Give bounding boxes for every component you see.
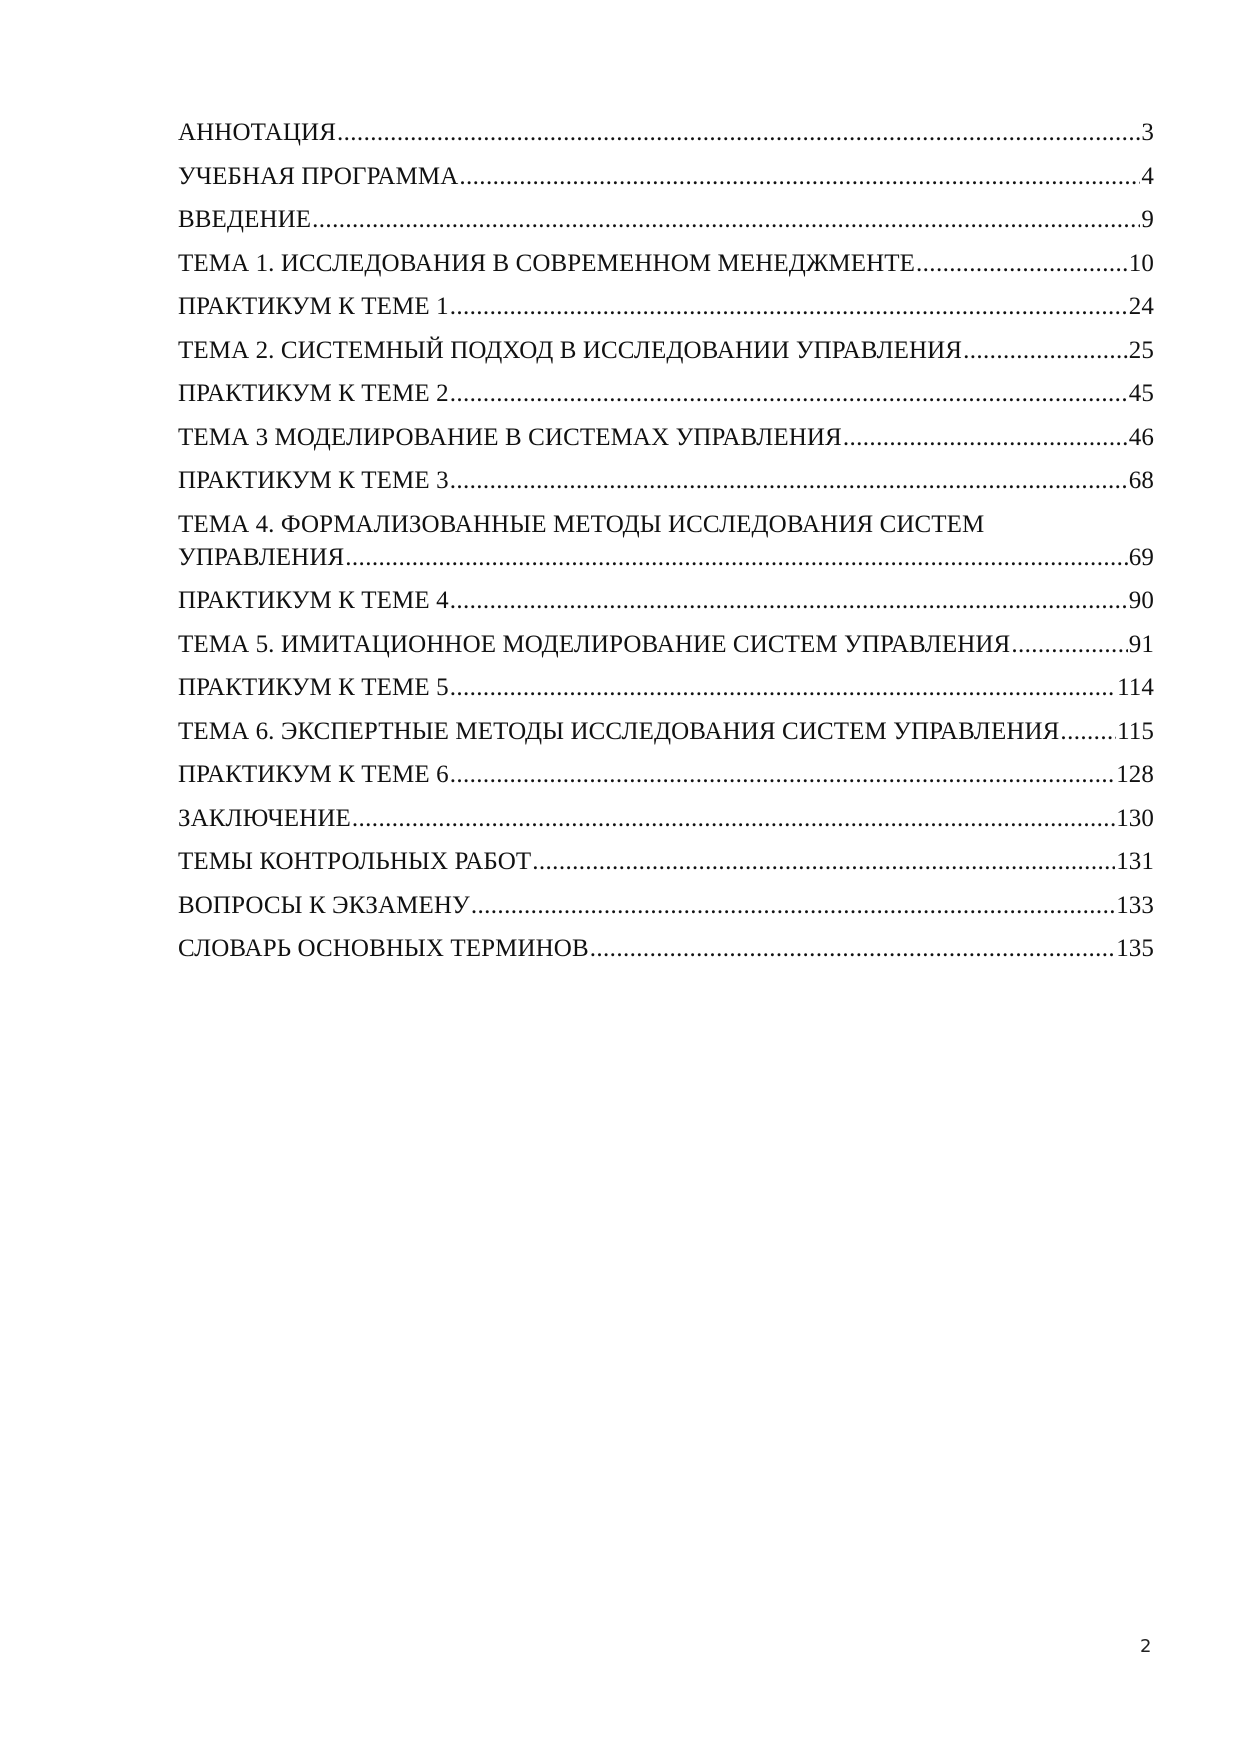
toc-entry-page: 115	[1117, 717, 1154, 745]
toc-entry-page: 68	[1128, 467, 1154, 494]
toc-entry-page: 90	[1128, 587, 1154, 614]
toc-entry-page: 114	[1117, 674, 1154, 701]
toc-entry-page: 128	[1116, 761, 1154, 788]
toc-entry-title: АННОТАЦИЯ	[178, 119, 336, 146]
toc-entry-page: 45	[1128, 380, 1154, 407]
toc-entry-title: ВОПРОСЫ К ЭКЗАМЕНУ	[178, 891, 470, 919]
toc-entry[interactable]	[178, 671, 1154, 704]
toc-leader-dots	[345, 541, 1128, 574]
toc-entry-title-line1: ТЕМА 4. ФОРМАЛИЗОВАННЫЕ МЕТОДЫ ИССЛЕДОВАНИЯ СИСТЕМ	[178, 510, 985, 538]
toc-entry[interactable]	[178, 290, 1154, 323]
toc-entry-title: ПРАКТИКУМ К ТЕМЕ 2	[178, 380, 449, 407]
toc-leader-dots	[337, 116, 1140, 149]
toc-entry-title: ТЕМА 6. ЭКСПЕРТНЫЕ МЕТОДЫ ИССЛЕДОВАНИЯ СИСТЕМ УПРАВЛЕНИЯ	[178, 717, 1060, 745]
toc-entry-page: 135	[1116, 935, 1154, 962]
toc-entry[interactable]	[178, 421, 1154, 454]
toc-leader-dots	[590, 932, 1115, 965]
toc-entry-title: ПРАКТИКУМ К ТЕМЕ 6	[178, 761, 449, 788]
toc-leader-dots	[312, 203, 1140, 236]
toc-entry-page: 130	[1116, 804, 1154, 832]
toc-entry-page: 91	[1128, 630, 1154, 658]
toc-entry[interactable]	[178, 845, 1154, 878]
toc-leader-dots	[450, 377, 1128, 410]
toc-entry[interactable]	[178, 334, 1154, 367]
toc-entry-title: ТЕМА 3 МОДЕЛИРОВАНИЕ В СИСТЕМАХ УПРАВЛЕНИЯ	[178, 423, 842, 451]
toc-leader-dots	[450, 671, 1116, 704]
toc-leader-dots	[450, 290, 1128, 323]
toc-leader-dots	[916, 247, 1128, 280]
toc-entry[interactable]	[178, 247, 1154, 280]
toc-entry[interactable]	[178, 802, 1154, 835]
toc-entry-title: ПРАКТИКУМ К ТЕМЕ 5	[178, 674, 449, 701]
toc-entry-title: СЛОВАРЬ ОСНОВНЫХ ТЕРМИНОВ	[178, 935, 589, 962]
toc-entry[interactable]	[178, 715, 1154, 748]
toc-entry-page: 46	[1128, 423, 1154, 451]
toc-entry[interactable]	[178, 932, 1154, 965]
toc-entry[interactable]	[178, 116, 1154, 149]
toc-entry-title: ПРАКТИКУМ К ТЕМЕ 3	[178, 467, 449, 494]
toc-entry[interactable]	[178, 377, 1154, 410]
page-number: 2	[1140, 1636, 1152, 1657]
toc-entry-page: 24	[1128, 293, 1154, 320]
toc-entry-page: 131	[1116, 848, 1154, 875]
toc-entry-page: 3	[1141, 119, 1154, 146]
toc-leader-dots	[963, 334, 1128, 367]
toc-leader-dots	[352, 802, 1115, 835]
toc-entry-page: 25	[1128, 336, 1154, 364]
toc-entry-page: 9	[1141, 206, 1154, 233]
toc-entry[interactable]	[178, 584, 1154, 617]
toc-entry-page: 69	[1128, 543, 1154, 571]
toc-entry-title: ВВЕДЕНИЕ	[178, 206, 312, 233]
toc-entry-title: ТЕМА 5. ИМИТАЦИОННОЕ МОДЕЛИРОВАНИЕ СИСТЕМ УПРАВЛЕНИЯ	[178, 630, 1011, 658]
toc-entry-page: 4	[1141, 162, 1154, 190]
toc-entry-title: УПРАВЛЕНИЯ	[178, 543, 345, 571]
toc-leader-dots	[843, 421, 1128, 454]
toc-leader-dots	[459, 160, 1140, 193]
toc-entry-title: ЗАКЛЮЧЕНИЕ	[178, 804, 351, 832]
toc-entry-title: ПРАКТИКУМ К ТЕМЕ 4	[178, 587, 449, 614]
toc-entry-title: УЧЕБНАЯ ПРОГРАММА	[178, 162, 459, 190]
toc-entry-title: ТЕМЫ КОНТРОЛЬНЫХ РАБОТ	[178, 848, 532, 875]
toc-leader-dots	[450, 464, 1128, 497]
toc-entry[interactable]	[178, 628, 1154, 661]
toc-leader-dots	[471, 889, 1115, 922]
toc-entry-page: 10	[1128, 249, 1154, 277]
toc-entry[interactable]	[178, 758, 1154, 791]
toc-entry-page: 133	[1116, 891, 1154, 919]
toc-entry[interactable]	[178, 464, 1154, 497]
toc-entry[interactable]	[178, 508, 1154, 574]
toc-entry[interactable]	[178, 160, 1154, 193]
toc-entry[interactable]	[178, 889, 1154, 922]
toc-leader-dots	[450, 584, 1128, 617]
toc-entry[interactable]	[178, 203, 1154, 236]
toc-leader-dots	[1060, 715, 1116, 748]
table-of-contents	[178, 116, 1154, 976]
toc-entry-title: ПРАКТИКУМ К ТЕМЕ 1	[178, 293, 449, 320]
toc-entry-title: ТЕМА 2. СИСТЕМНЫЙ ПОДХОД В ИССЛЕДОВАНИИ УПРАВЛЕНИЯ	[178, 336, 963, 364]
toc-leader-dots	[532, 845, 1115, 878]
toc-leader-dots	[1011, 628, 1127, 661]
toc-entry-title: ТЕМА 1. ИССЛЕДОВАНИЯ В СОВРЕМЕННОМ МЕНЕДЖМЕНТЕ	[178, 249, 915, 277]
toc-leader-dots	[450, 758, 1116, 791]
